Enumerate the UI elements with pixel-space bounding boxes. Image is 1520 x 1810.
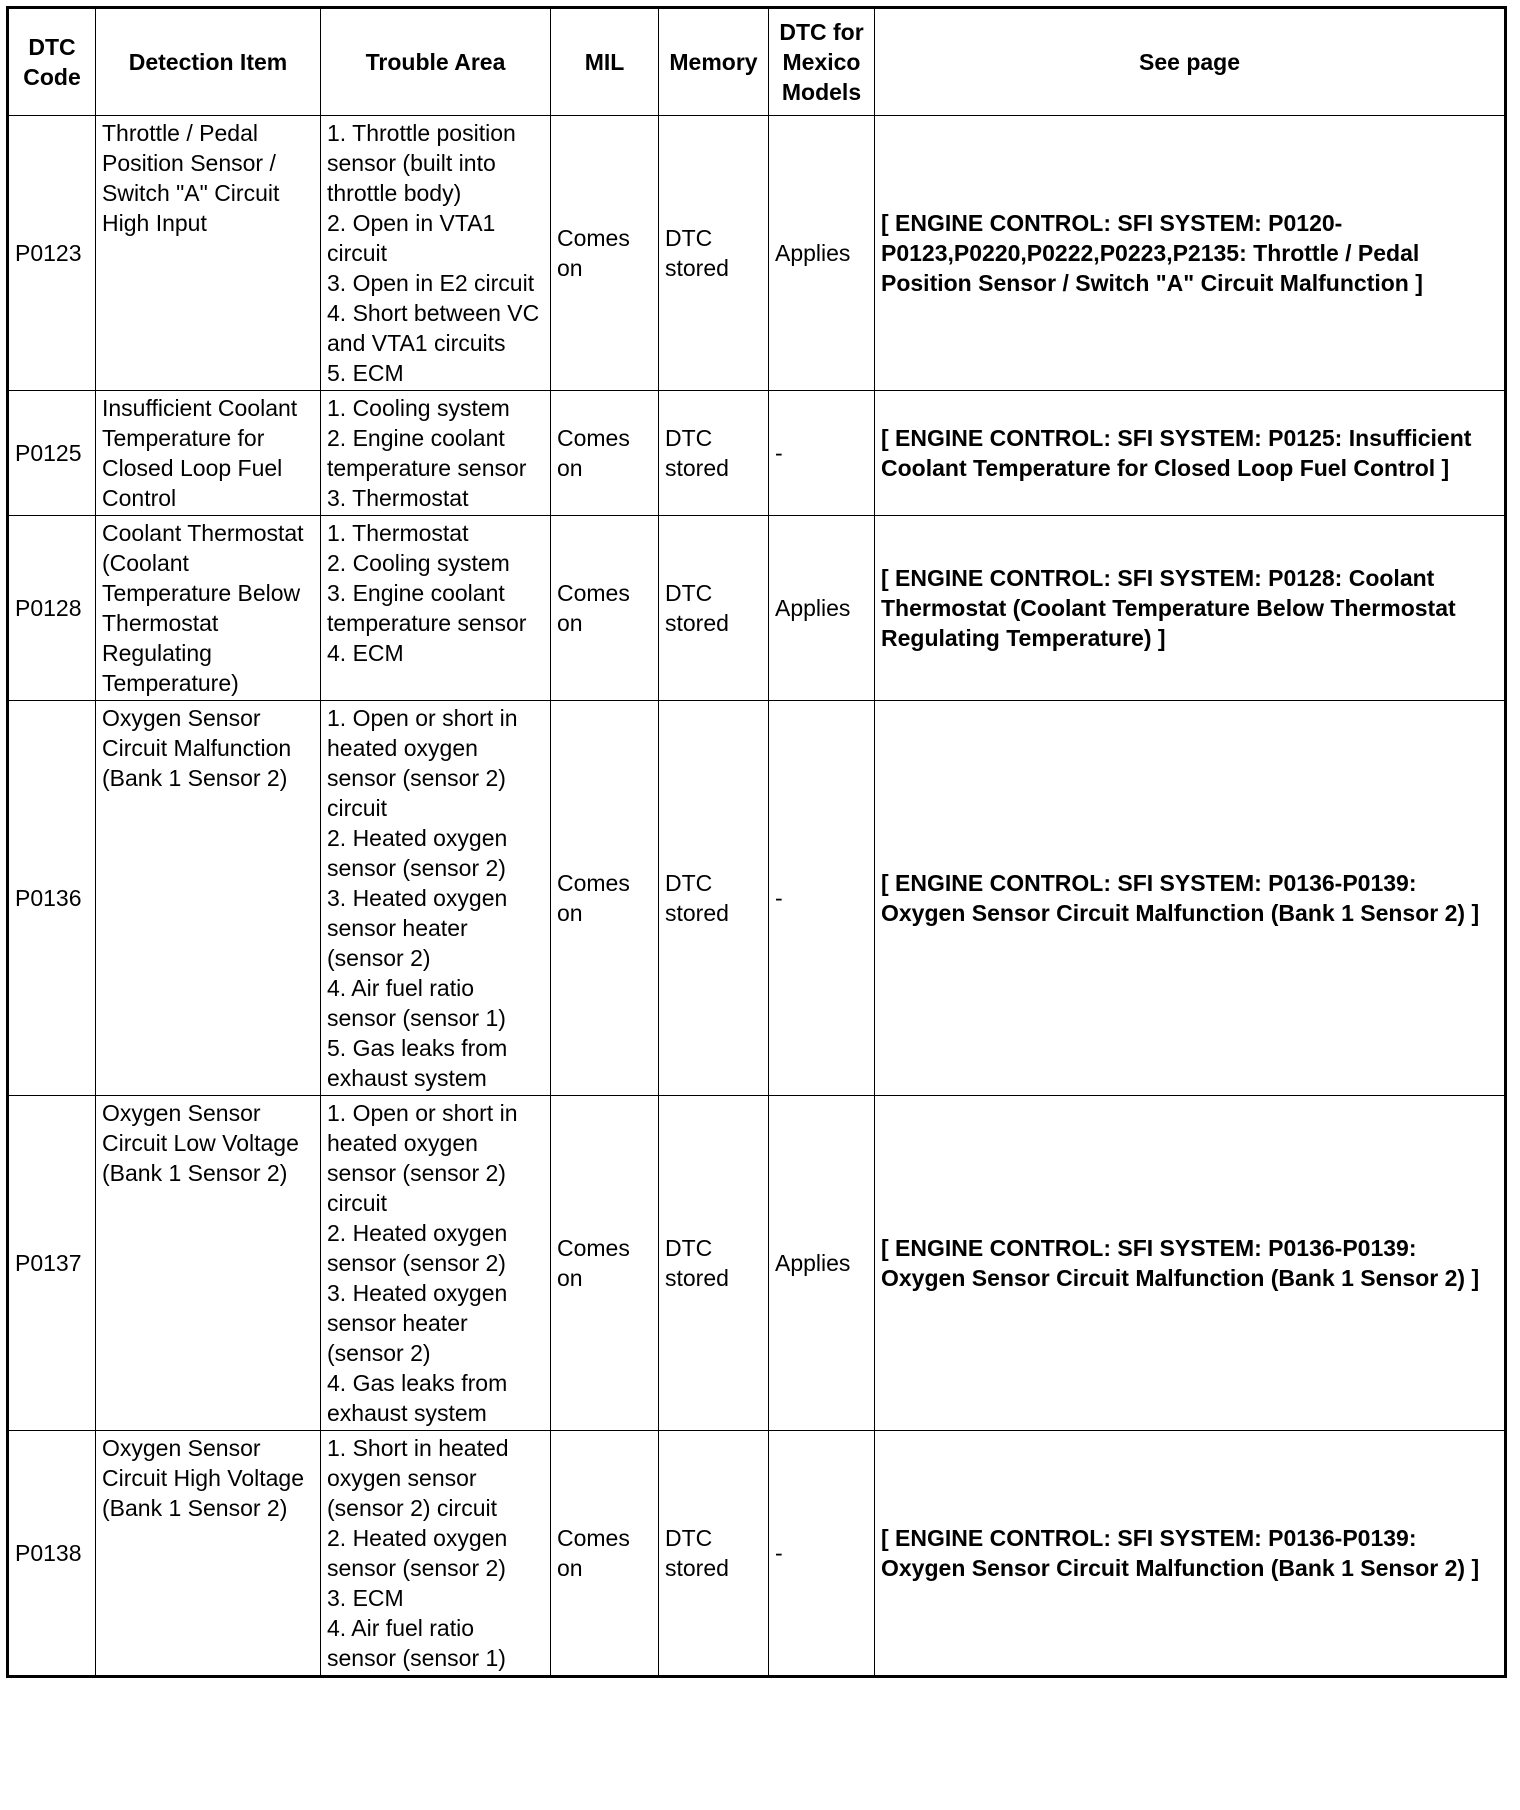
detection-item-cell: Oxygen Sensor Circuit Malfunction (Bank 1 Sensor 2) <box>96 701 321 1096</box>
trouble-area-item: 2. Heated oxygen sensor (sensor 2) <box>327 825 508 881</box>
header-memory: Memory <box>659 8 769 116</box>
header-see-page: See page <box>875 8 1506 116</box>
dtc-code-cell: P0123 <box>8 116 96 391</box>
trouble-area-cell <box>321 701 551 1096</box>
trouble-area-cell <box>321 116 551 391</box>
table-row <box>8 1431 1506 1677</box>
trouble-area-item: 1. Thermostat <box>327 520 469 546</box>
trouble-area-item: 1. Throttle position sensor (built into throttle body) <box>327 120 516 206</box>
memory-cell: DTC stored <box>659 1431 769 1677</box>
trouble-area-item: 2. Heated oxygen sensor (sensor 2) <box>327 1220 508 1276</box>
detection-item-cell: Throttle / Pedal Position Sensor / Switch "A" Circuit High Input <box>96 116 321 391</box>
trouble-area-cell <box>321 391 551 516</box>
see-page-link: [ ENGINE CONTROL: SFI SYSTEM: P0128: Coolant Thermostat (Coolant Temperature Below Thermostat Regulating Temperature) ] <box>875 516 1506 701</box>
trouble-area-item: 4. Gas leaks from exhaust system <box>327 1370 508 1426</box>
trouble-area-item: 3. Heated oxygen sensor heater (sensor 2) <box>327 885 508 971</box>
detection-item-cell: Oxygen Sensor Circuit High Voltage (Bank 1 Sensor 2) <box>96 1431 321 1677</box>
trouble-area-item: 2. Heated oxygen sensor (sensor 2) <box>327 1525 508 1581</box>
see-page-link: [ ENGINE CONTROL: SFI SYSTEM: P0136-P0139: Oxygen Sensor Circuit Malfunction (Bank 1 Sensor 2) ] <box>875 1096 1506 1431</box>
trouble-area-item: 2. Engine coolant temperature sensor <box>327 425 527 481</box>
table-row <box>8 391 1506 516</box>
table-row <box>8 516 1506 701</box>
dtc-code-cell: P0137 <box>8 1096 96 1431</box>
mexico-models-cell: - <box>769 701 875 1096</box>
trouble-area-item: 3. Heated oxygen sensor heater (sensor 2) <box>327 1280 508 1366</box>
trouble-area-item: 5. ECM <box>327 360 404 386</box>
trouble-area-cell <box>321 1096 551 1431</box>
table-row <box>8 701 1506 1096</box>
dtc-code-cell: P0128 <box>8 516 96 701</box>
trouble-area-cell <box>321 1431 551 1677</box>
mexico-models-cell: Applies <box>769 516 875 701</box>
memory-cell: DTC stored <box>659 516 769 701</box>
dtc-code-cell: P0136 <box>8 701 96 1096</box>
mil-cell: Comes on <box>551 1431 659 1677</box>
trouble-area-item: 2. Open in VTA1 circuit <box>327 210 496 266</box>
dtc-code-cell: P0138 <box>8 1431 96 1677</box>
mil-cell: Comes on <box>551 391 659 516</box>
trouble-area-item: 1. Open or short in heated oxygen sensor (sensor 2) circuit <box>327 705 518 821</box>
trouble-area-item: 1. Short in heated oxygen sensor (sensor 2) circuit <box>327 1435 509 1521</box>
trouble-area-item: 3. Engine coolant temperature sensor <box>327 580 527 636</box>
detection-item-cell: Coolant Thermostat (Coolant Temperature Below Thermostat Regulating Temperature) <box>96 516 321 701</box>
header-detection-item: Detection Item <box>96 8 321 116</box>
see-page-link: [ ENGINE CONTROL: SFI SYSTEM: P0120-P0123,P0220,P0222,P0223,P2135: Throttle / Pedal Position Sensor / Switch "A" Circuit Malfunction ] <box>875 116 1506 391</box>
trouble-area-list <box>327 1433 544 1673</box>
trouble-area-list <box>327 118 544 388</box>
trouble-area-item: 4. Short between VC and VTA1 circuits <box>327 300 540 356</box>
trouble-area-list <box>327 518 544 668</box>
header-mexico-models: DTC for Mexico Models <box>769 8 875 116</box>
table-row <box>8 116 1506 391</box>
mil-cell: Comes on <box>551 116 659 391</box>
mil-cell: Comes on <box>551 516 659 701</box>
header-row <box>8 8 1506 116</box>
detection-item-cell: Insufficient Coolant Temperature for Closed Loop Fuel Control <box>96 391 321 516</box>
memory-cell: DTC stored <box>659 701 769 1096</box>
trouble-area-item: 4. Air fuel ratio sensor (sensor 1) <box>327 1615 506 1671</box>
table-row <box>8 1096 1506 1431</box>
mil-cell: Comes on <box>551 701 659 1096</box>
see-page-link: [ ENGINE CONTROL: SFI SYSTEM: P0125: Insufficient Coolant Temperature for Closed Loop Fuel Control ] <box>875 391 1506 516</box>
dtc-table <box>6 6 1507 1678</box>
detection-item-cell: Oxygen Sensor Circuit Low Voltage (Bank 1 Sensor 2) <box>96 1096 321 1431</box>
see-page-link: [ ENGINE CONTROL: SFI SYSTEM: P0136-P0139: Oxygen Sensor Circuit Malfunction (Bank 1 Sensor 2) ] <box>875 1431 1506 1677</box>
mexico-models-cell: Applies <box>769 116 875 391</box>
trouble-area-list <box>327 393 544 513</box>
trouble-area-item: 2. Cooling system <box>327 550 510 576</box>
trouble-area-list <box>327 703 544 1093</box>
trouble-area-item: 4. Air fuel ratio sensor (sensor 1) <box>327 975 506 1031</box>
mexico-models-cell: Applies <box>769 1096 875 1431</box>
trouble-area-item: 4. ECM <box>327 640 404 666</box>
memory-cell: DTC stored <box>659 391 769 516</box>
header-mil: MIL <box>551 8 659 116</box>
trouble-area-item: 3. Open in E2 circuit <box>327 270 535 296</box>
dtc-code-cell: P0125 <box>8 391 96 516</box>
see-page-link: [ ENGINE CONTROL: SFI SYSTEM: P0136-P0139: Oxygen Sensor Circuit Malfunction (Bank 1 Sensor 2) ] <box>875 701 1506 1096</box>
header-dtc-code: DTC Code <box>8 8 96 116</box>
trouble-area-item: 1. Cooling system <box>327 395 510 421</box>
mil-cell: Comes on <box>551 1096 659 1431</box>
memory-cell: DTC stored <box>659 116 769 391</box>
trouble-area-item: 3. Thermostat <box>327 485 469 511</box>
trouble-area-item: 5. Gas leaks from exhaust system <box>327 1035 508 1091</box>
mexico-models-cell: - <box>769 1431 875 1677</box>
memory-cell: DTC stored <box>659 1096 769 1431</box>
trouble-area-item: 3. ECM <box>327 1585 404 1611</box>
header-trouble-area: Trouble Area <box>321 8 551 116</box>
trouble-area-cell <box>321 516 551 701</box>
trouble-area-list <box>327 1098 544 1428</box>
table-body <box>8 116 1506 1677</box>
trouble-area-item: 1. Open or short in heated oxygen sensor (sensor 2) circuit <box>327 1100 518 1216</box>
mexico-models-cell: - <box>769 391 875 516</box>
